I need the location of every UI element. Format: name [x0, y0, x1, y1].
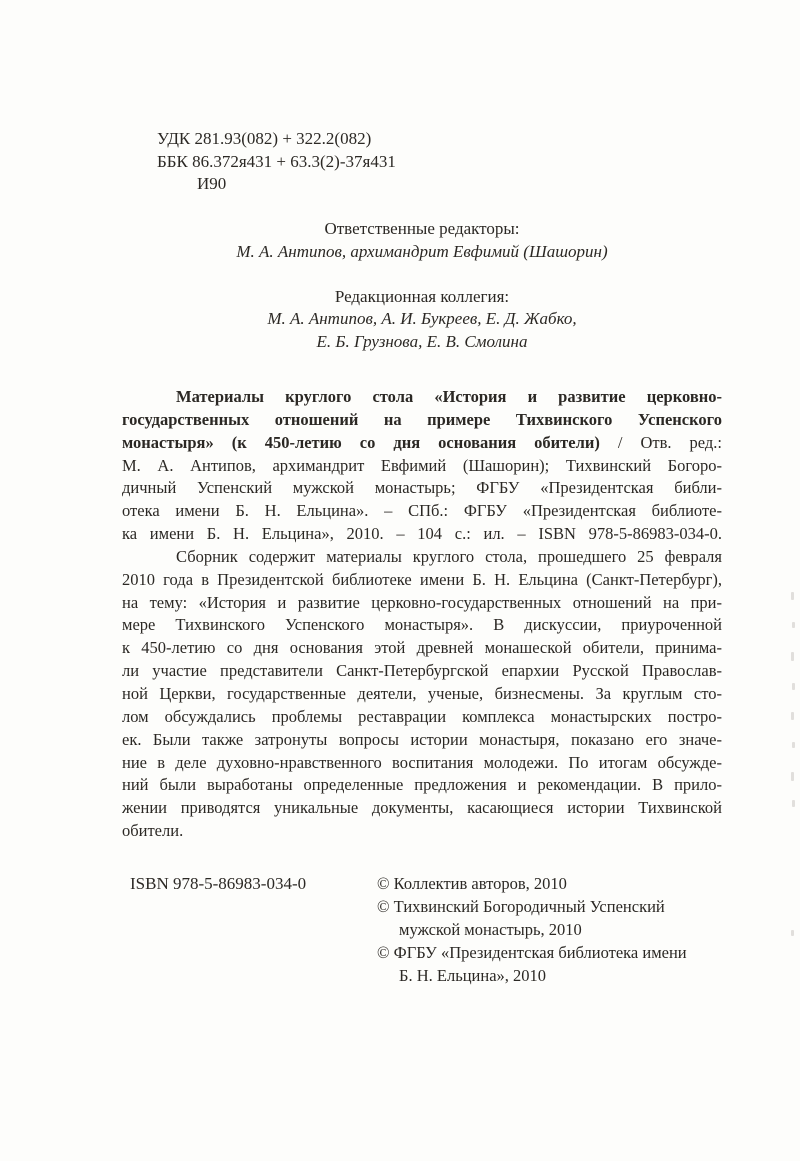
editors-block — [122, 218, 722, 353]
copyright-line: Б. Н. Ельцина», 2010 — [399, 966, 547, 985]
scan-artifact — [792, 800, 795, 807]
catalog-card-line — [122, 500, 722, 523]
scan-artifact — [791, 772, 794, 781]
scan-artifact — [791, 592, 794, 600]
catalog-card-title-text: монастыря» (к 450-летию со дня основания обители) — [122, 432, 600, 452]
scan-artifact — [792, 742, 795, 748]
catalog-card-regular-text: М. А. Антипов, архимандрит Евфимий (Шашорин); Тихвинский Богоро- — [122, 455, 722, 475]
annotation-line: ек. Были также затронуты вопросы истории монастыря, показано его значе- — [122, 729, 722, 749]
annotation-line: ние в деле духовно-нравственного воспитания молодежи. По итогам обсужде- — [122, 752, 722, 772]
annotation-line: ной Церкви, государственные деятели, ученые, бизнесмены. За круглым сто- — [122, 683, 722, 703]
main-text-block — [122, 386, 722, 843]
catalog-card — [122, 386, 722, 546]
annotation-line: к 450-летию со дня основания этой древней монашеской обители, принима- — [122, 638, 722, 658]
annotation-line: 2010 года в Президентской библиотеке имени Б. Н. Ельцина (Санкт-Петербург), — [122, 569, 722, 589]
catalog-card-line — [122, 409, 722, 432]
annotation-paragraph — [122, 546, 722, 843]
annotation-line: мере Тихвинского Успенского монастыря». В дискуссии, приуроченной — [122, 615, 722, 635]
annotation-line: ний были выработаны определенные предложения и рекомендации. В прило- — [122, 775, 722, 795]
copyright-line: мужской монастырь, 2010 — [399, 920, 582, 939]
editorial-board-label: Редакционная коллегия: — [334, 286, 510, 306]
catalog-card-regular-text: / Отв. ред.: — [599, 432, 722, 452]
annotation-line: лом обсуждались проблемы реставрации комплекса монастырских постро- — [122, 706, 722, 726]
annotation-line: обители. — [122, 821, 184, 841]
catalog-card-line — [122, 386, 722, 409]
responsible-editors-label: Ответственные редакторы: — [324, 219, 520, 238]
udk-index: УДК 281.93(082) + 322.2(082) — [157, 129, 372, 148]
catalog-card-line — [122, 477, 722, 500]
catalog-card-title-text: государственных отношений на примере Тихвинского Успенского — [122, 409, 722, 429]
copyright-line: © ФГБУ «Президентская библиотека имени — [377, 943, 687, 962]
copyright-line: © Коллектив авторов, 2010 — [377, 874, 567, 893]
scan-artifact — [792, 683, 795, 690]
isbn-line: ISBN 978-5-86983-034-0 — [130, 874, 307, 893]
copyright-block — [377, 872, 727, 987]
catalog-card-regular-text: отека имени Б. Н. Ельцина». – СПб.: ФГБУ «Президентская библиоте- — [122, 501, 722, 521]
catalog-card-line — [122, 432, 722, 455]
annotation-line: на тему: «История и развитие церковно-государственных отношений на при- — [122, 592, 722, 612]
spacer — [122, 263, 722, 286]
annotation-line: ли участие представители Санкт-Петербургской епархии Русской Православ- — [122, 661, 722, 681]
author-sign: И90 — [197, 174, 227, 193]
editorial-board-names-line1: М. А. Антипов, А. И. Букреев, Е. Д. Жабко, — [267, 309, 577, 328]
classification-indexes — [157, 128, 396, 196]
scan-artifact — [792, 622, 795, 628]
annotation-line: Сборник содержит материалы круглого стола, прошедшего 25 февраля — [176, 546, 722, 566]
copyright-line: © Тихвинский Богородичный Успенский — [377, 897, 665, 916]
catalog-card-title-text: Материалы круглого стола «История и развитие церковно- — [176, 387, 722, 406]
bbk-index: ББК 86.372я431 + 63.3(2)-37я431 — [157, 151, 396, 171]
scan-artifact — [791, 652, 794, 661]
editorial-board-names-line2: Е. Б. Грузнова, Е. В. Смолина — [316, 331, 528, 351]
annotation-line: жении приводятся уникальные документы, касающиеся истории Тихвинской — [122, 798, 722, 818]
catalog-card-regular-text: дичный Успенский мужской монастырь; ФГБУ «Президентская библи- — [122, 478, 722, 498]
scan-artifact — [791, 930, 794, 936]
scan-artifact — [791, 712, 794, 720]
catalog-card-line — [122, 455, 722, 478]
responsible-editors-names: М. А. Антипов, архимандрит Евфимий (Шашорин) — [236, 241, 608, 261]
catalog-card-regular-text: ка имени Б. Н. Ельцина», 2010. – 104 с.: ил. – ISBN 978-5-86983-034-0. — [122, 524, 722, 544]
catalog-card-line — [122, 523, 722, 546]
